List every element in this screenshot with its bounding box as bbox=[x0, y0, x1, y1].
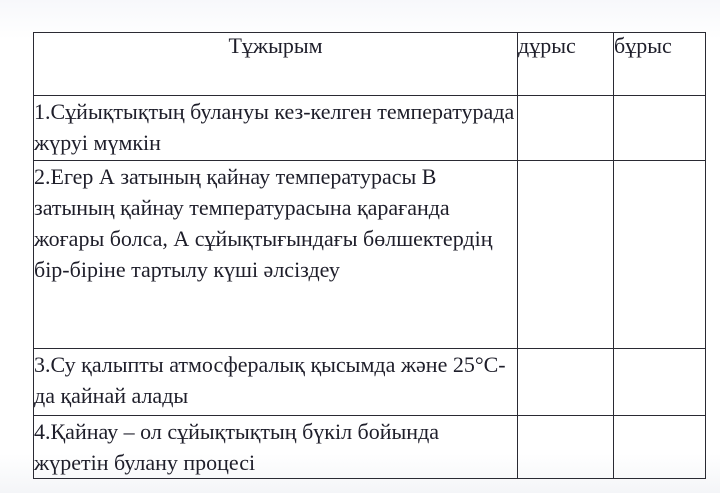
false-answer-cell[interactable] bbox=[614, 416, 706, 479]
statement-cell: 1.Сұйықтықтың булануы кез-келген температурада жүруі мүмкін bbox=[34, 96, 518, 161]
true-answer-cell[interactable] bbox=[518, 96, 614, 161]
true-answer-cell[interactable] bbox=[518, 161, 614, 349]
statement-cell: 3.Су қалыпты атмосфералық қысымда және 25°С-да қайнай алады bbox=[34, 349, 518, 416]
true-answer-cell[interactable] bbox=[518, 349, 614, 416]
true-false-table bbox=[33, 32, 706, 479]
header-row bbox=[34, 33, 706, 96]
table-row bbox=[34, 161, 706, 349]
false-answer-cell[interactable] bbox=[614, 161, 706, 349]
header-false: бұрыс bbox=[614, 33, 706, 96]
false-answer-cell[interactable] bbox=[614, 96, 706, 161]
table-row bbox=[34, 96, 706, 161]
table-row bbox=[34, 416, 706, 479]
statement-cell: 2.Егер А затының қайнау температурасы В затының қайнау температурасына қарағанда жоғары болса, А сұйықтығындағы бөлшектердің бір-біріне тартылу күші әлсіздеу bbox=[34, 161, 518, 349]
header-true: дұрыс bbox=[518, 33, 614, 96]
false-answer-cell[interactable] bbox=[614, 349, 706, 416]
header-statement: Тұжырым bbox=[34, 33, 518, 96]
table-row bbox=[34, 349, 706, 416]
true-answer-cell[interactable] bbox=[518, 416, 614, 479]
statement-cell: 4.Қайнау – ол сұйықтықтың бүкіл бойында жүретін булану процесі bbox=[34, 416, 518, 479]
